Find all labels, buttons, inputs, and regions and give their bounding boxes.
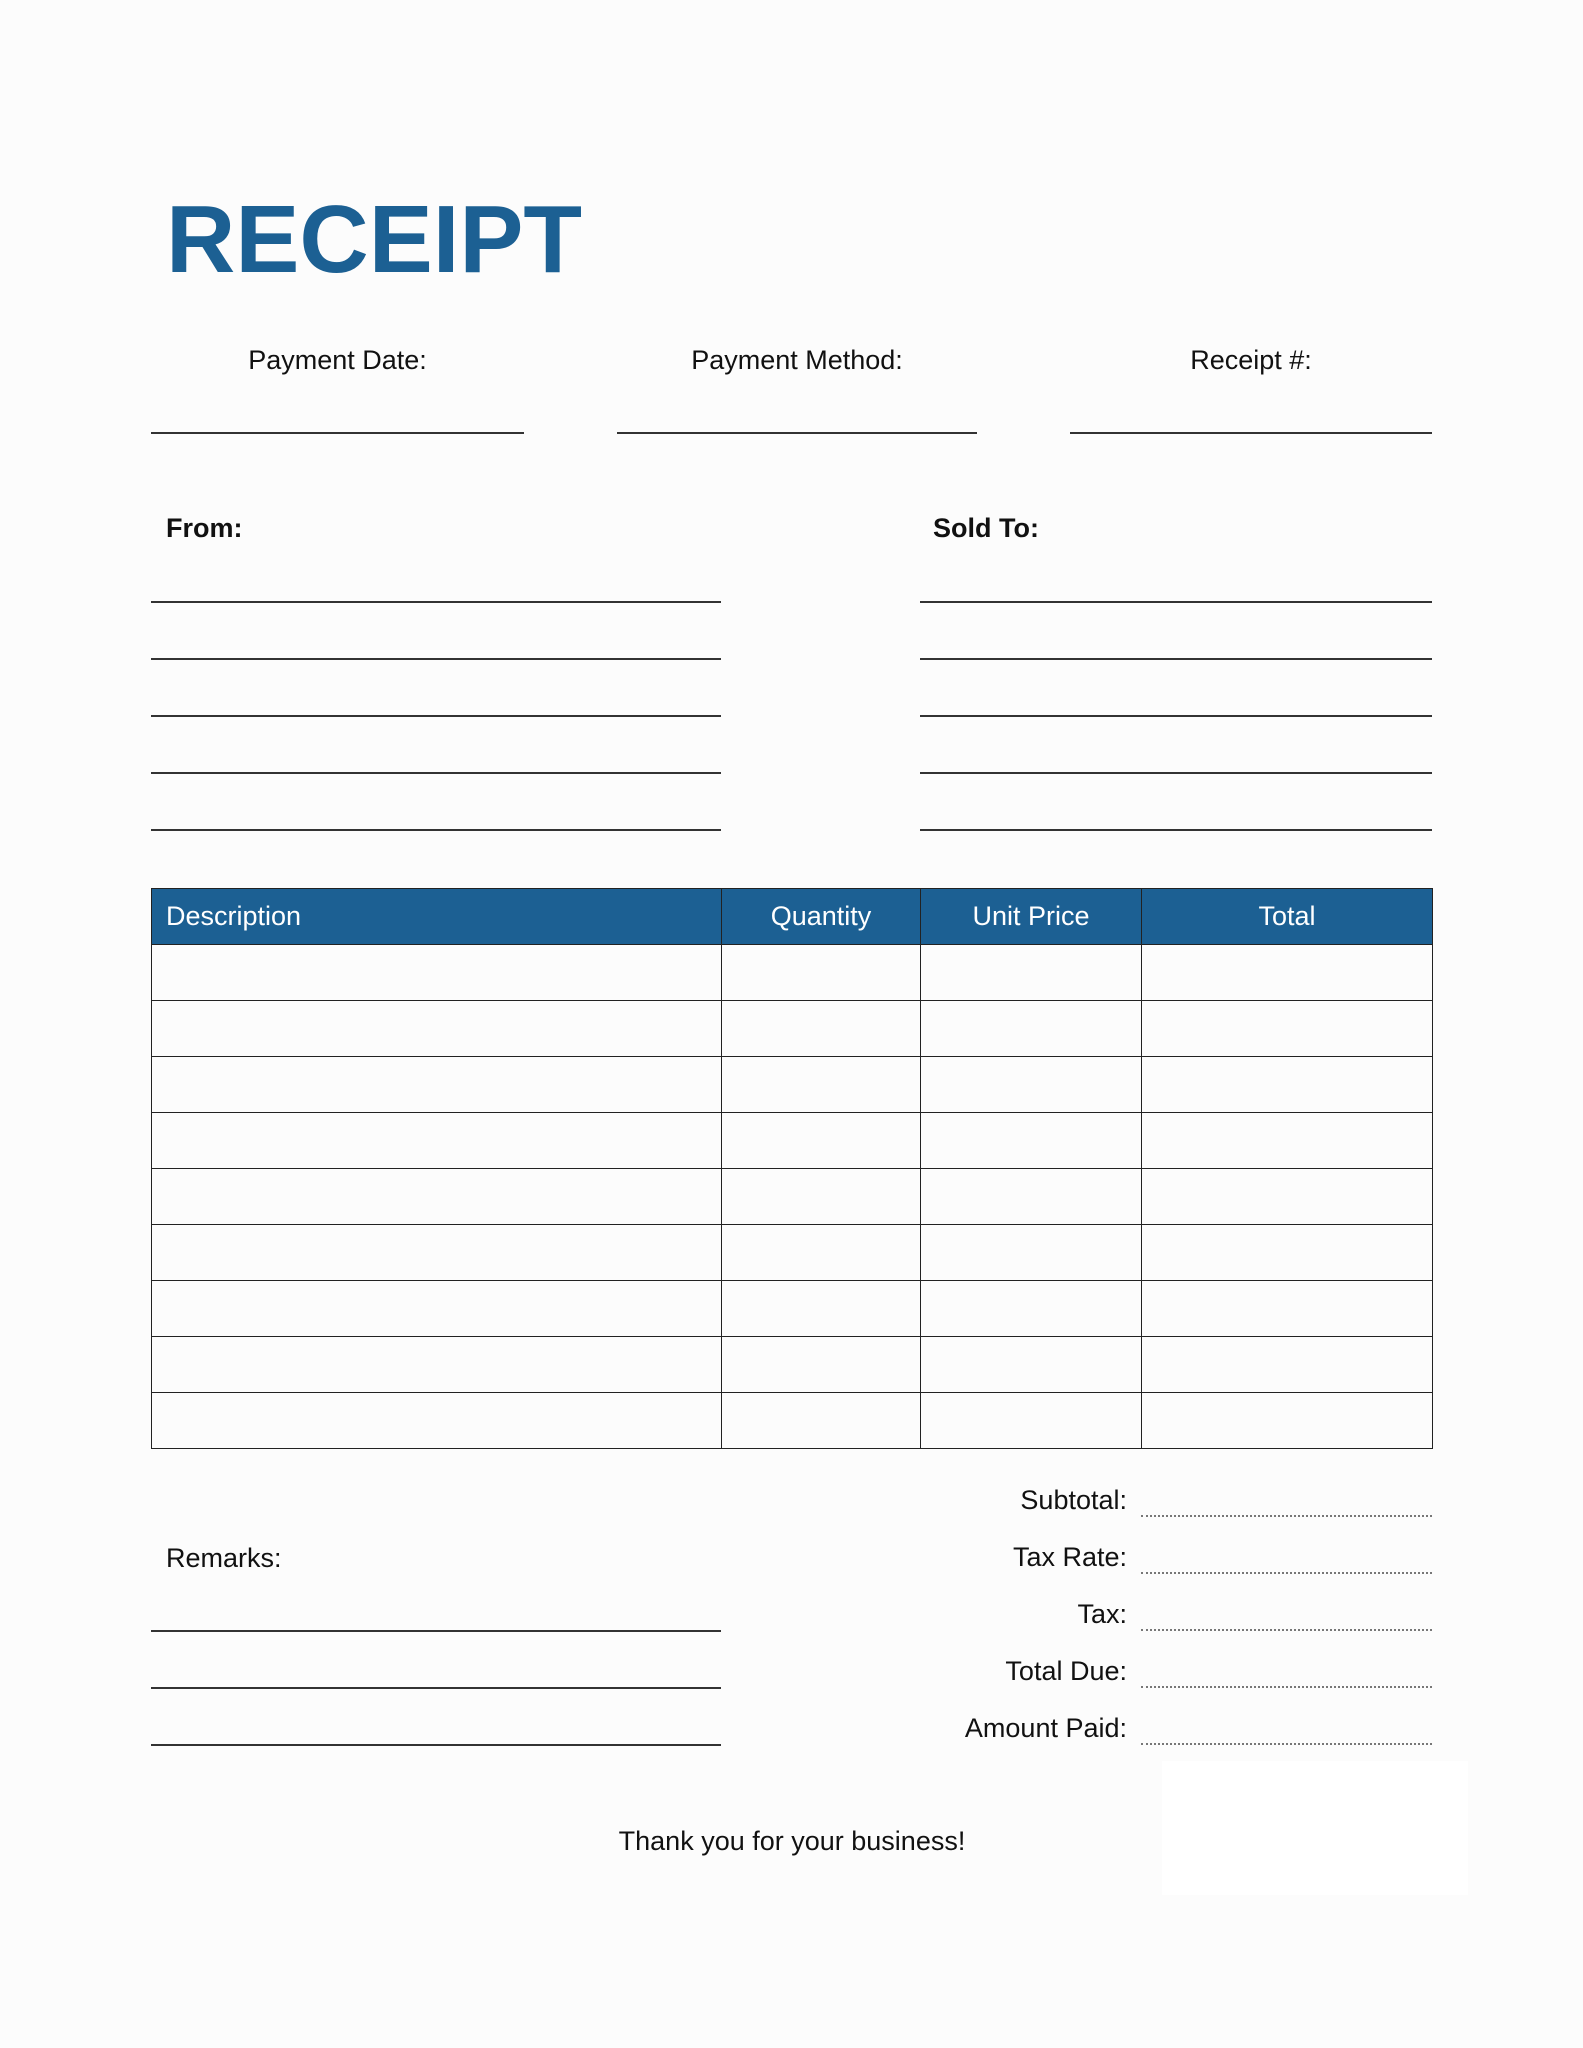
tax-rate-label: Tax Rate: [1012, 1542, 1127, 1572]
payment-date-label: Payment Date: [248, 345, 427, 375]
total-cell[interactable] [1142, 1225, 1433, 1281]
tax-rate-field[interactable] [1141, 1572, 1432, 1574]
description-cell[interactable] [152, 1057, 722, 1113]
quantity-cell[interactable] [722, 1337, 921, 1393]
sold-to-line-3[interactable] [920, 715, 1432, 717]
sold-to-line-4[interactable] [920, 772, 1432, 774]
quantity-cell[interactable] [722, 1057, 921, 1113]
description-cell[interactable] [152, 1113, 722, 1169]
payment-method-label: Payment Method: [691, 345, 903, 375]
remarks-line-1[interactable] [151, 1630, 721, 1632]
subtotal-field[interactable] [1141, 1515, 1432, 1517]
total-cell[interactable] [1142, 1113, 1433, 1169]
unit-price-cell[interactable] [921, 1113, 1142, 1169]
quantity-cell[interactable] [722, 1113, 921, 1169]
table-row [152, 1001, 1433, 1057]
total-cell[interactable] [1142, 1393, 1433, 1449]
unit-price-cell[interactable] [921, 1337, 1142, 1393]
receipt-number-label: Receipt #: [1190, 345, 1312, 375]
table-row [152, 945, 1433, 1001]
blank-stamp-area [1162, 1761, 1468, 1895]
tax-field[interactable] [1141, 1629, 1432, 1631]
table-row [152, 1337, 1433, 1393]
description-cell[interactable] [152, 1169, 722, 1225]
from-label: From: [166, 513, 243, 543]
tax-label: Tax: [1077, 1599, 1127, 1629]
remarks-line-2[interactable] [151, 1687, 721, 1689]
total-cell[interactable] [1142, 1169, 1433, 1225]
quantity-cell[interactable] [722, 1001, 921, 1057]
total-due-field[interactable] [1141, 1686, 1432, 1688]
unit-price-cell[interactable] [921, 1225, 1142, 1281]
sold-to-line-1[interactable] [920, 601, 1432, 603]
quantity-cell[interactable] [722, 945, 921, 1001]
column-header-unit-price: Unit Price [921, 889, 1142, 945]
sold-to-line-5[interactable] [920, 829, 1432, 831]
description-cell[interactable] [152, 1337, 722, 1393]
total-cell[interactable] [1142, 945, 1433, 1001]
unit-price-cell[interactable] [921, 1001, 1142, 1057]
amount-paid-field[interactable] [1141, 1743, 1432, 1745]
receipt-title: RECEIPT [166, 186, 583, 293]
description-cell[interactable] [152, 1001, 722, 1057]
total-cell[interactable] [1142, 1057, 1433, 1113]
total-due-label: Total Due: [1005, 1656, 1127, 1686]
table-row [152, 1393, 1433, 1449]
quantity-cell[interactable] [722, 1393, 921, 1449]
total-cell[interactable] [1142, 1281, 1433, 1337]
quantity-cell[interactable] [722, 1169, 921, 1225]
from-line-2[interactable] [151, 658, 721, 660]
table-row [152, 1169, 1433, 1225]
quantity-cell[interactable] [722, 1225, 921, 1281]
quantity-cell[interactable] [722, 1281, 921, 1337]
description-cell[interactable] [152, 1225, 722, 1281]
items-table [151, 888, 1433, 1449]
payment-method-field[interactable] [617, 432, 977, 434]
from-line-3[interactable] [151, 715, 721, 717]
table-row [152, 1225, 1433, 1281]
unit-price-cell[interactable] [921, 1281, 1142, 1337]
sold-to-line-2[interactable] [920, 658, 1432, 660]
unit-price-cell[interactable] [921, 945, 1142, 1001]
table-row [152, 1113, 1433, 1169]
column-header-quantity: Quantity [722, 889, 921, 945]
table-header-row [152, 889, 1433, 945]
amount-paid-label: Amount Paid: [964, 1713, 1127, 1743]
from-line-5[interactable] [151, 829, 721, 831]
sold-to-label: Sold To: [933, 513, 1039, 543]
unit-price-cell[interactable] [921, 1057, 1142, 1113]
thank-you-message: Thank you for your business! [618, 1826, 966, 1856]
description-cell[interactable] [152, 1393, 722, 1449]
receipt-number-field[interactable] [1070, 432, 1432, 434]
from-line-1[interactable] [151, 601, 721, 603]
remarks-line-3[interactable] [151, 1744, 721, 1746]
column-header-total: Total [1142, 889, 1433, 945]
remarks-label: Remarks: [166, 1543, 282, 1573]
description-cell[interactable] [152, 945, 722, 1001]
unit-price-cell[interactable] [921, 1393, 1142, 1449]
table-row [152, 1281, 1433, 1337]
column-header-description: Description [152, 889, 722, 945]
subtotal-label: Subtotal: [1020, 1485, 1127, 1515]
from-line-4[interactable] [151, 772, 721, 774]
payment-date-field[interactable] [151, 432, 524, 434]
unit-price-cell[interactable] [921, 1169, 1142, 1225]
total-cell[interactable] [1142, 1337, 1433, 1393]
table-row [152, 1057, 1433, 1113]
description-cell[interactable] [152, 1281, 722, 1337]
total-cell[interactable] [1142, 1001, 1433, 1057]
